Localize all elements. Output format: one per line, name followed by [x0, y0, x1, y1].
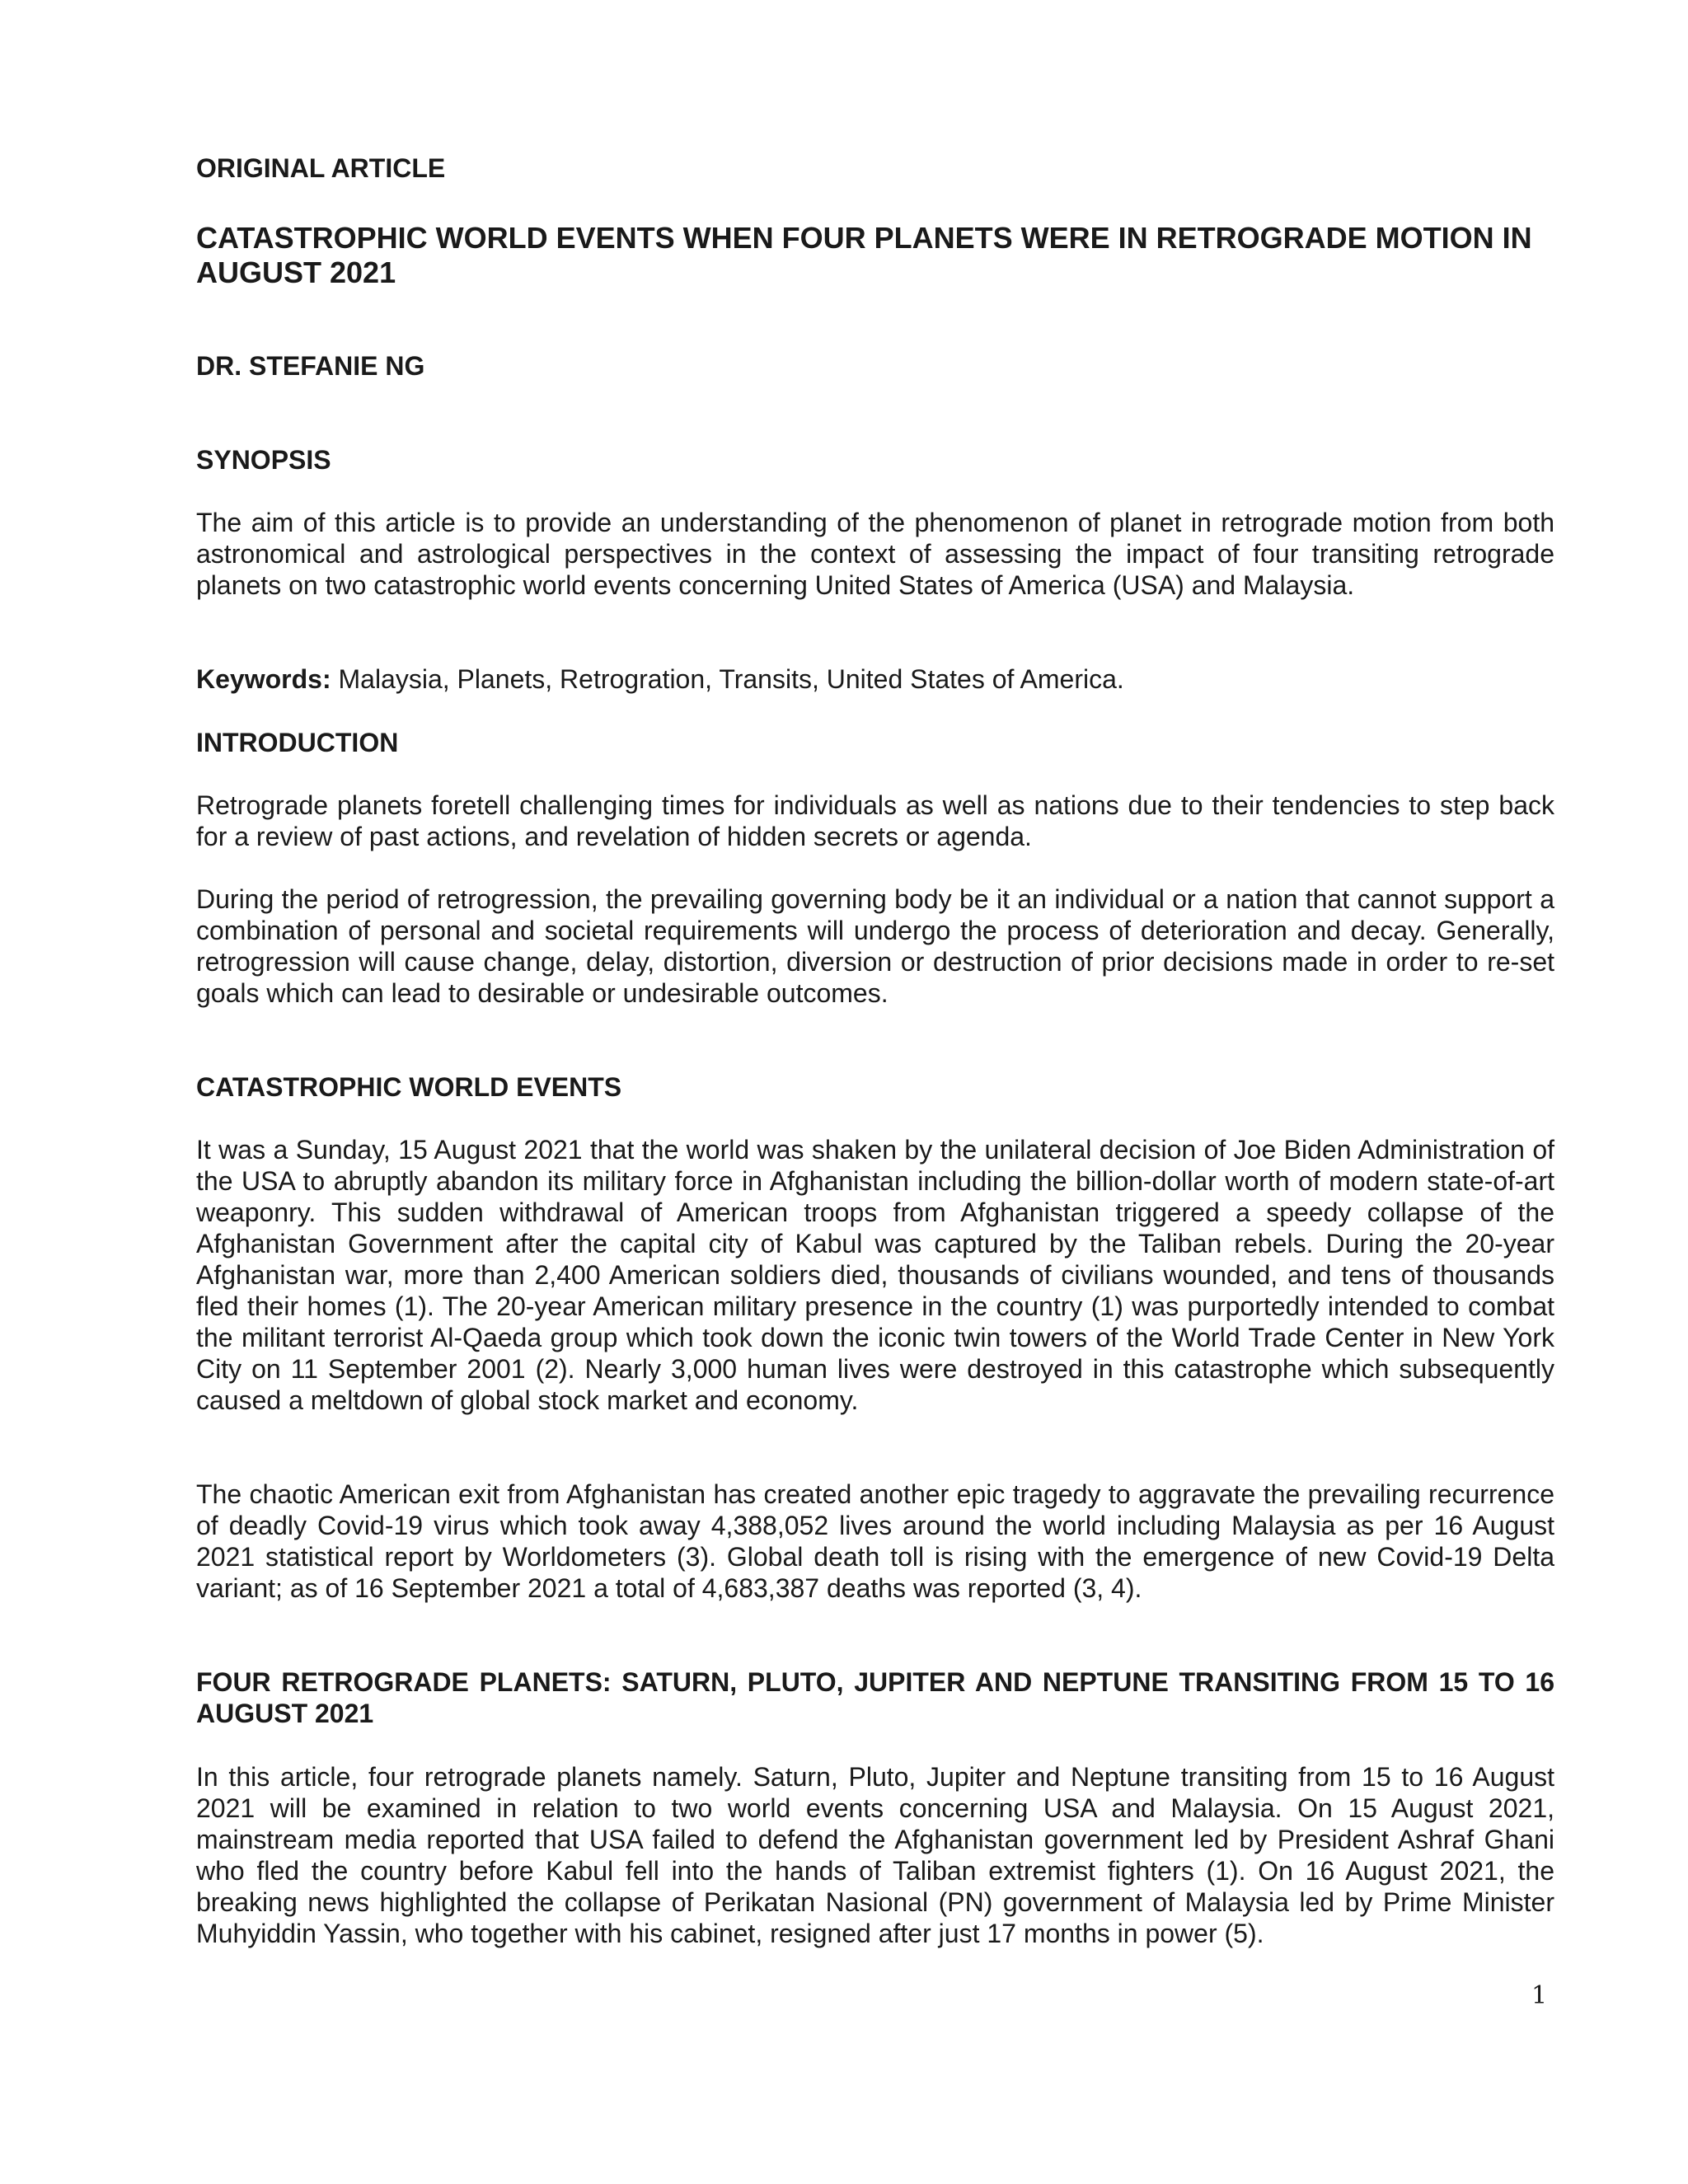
- introduction-paragraph: Retrograde planets foretell challenging times for individuals as well as nations due to their tendencies to step back for a review of past actions, and revelation of hidden secrets or agenda.: [196, 790, 1554, 851]
- article-title: CATASTROPHIC WORLD EVENTS WHEN FOUR PLANETS WERE IN RETROGRADE MOTION IN AUGUST 2021: [196, 221, 1532, 289]
- four-planets-heading: FOUR RETROGRADE PLANETS: SATURN, PLUTO, JUPITER AND NEPTUNE TRANSITING FROM 15 TO 16 AUGUST 2021: [196, 1667, 1554, 1728]
- world-events-paragraph: It was a Sunday, 15 August 2021 that the world was shaken by the unilateral decision of Joe Biden Administration of the USA to abruptly abandon its military force in Afghanistan including the billion-dollar worth of modern state-of-art weaponry. This sudden withdrawal of American troops from Afghanistan triggered a speedy collapse of the Afghanistan Government after the capital city of Kabul was captured by the Taliban rebels. During the 20-year Afghanistan war, more than 2,400 American soldiers died, thousands of civilians wounded, and tens of thousands fled their homes (1). The 20-year American military presence in the country (1) was purportedly intended to combat the militant terrorist Al-Qaeda group which took down the iconic twin towers of the World Trade Center in New York City on 11 September 2001 (2). Nearly 3,000 human lives were destroyed in this catastrophe which subsequently caused a meltdown of global stock market and economy.: [196, 1135, 1554, 1415]
- keywords-line: [196, 663, 1554, 695]
- article-type-label: ORIGINAL ARTICLE: [196, 153, 446, 183]
- synopsis-heading: SYNOPSIS: [196, 445, 331, 475]
- keywords-label: Keywords:: [196, 664, 331, 694]
- world-events-paragraph: The chaotic American exit from Afghanistan has created another epic tragedy to aggravate the prevailing recurrence of deadly Covid-19 virus which took away 4,388,052 lives around the world including Malaysia as per 16 August 2021 statistical report by Worldometers (3). Global death toll is rising with the emergence of new Covid-19 Delta variant; as of 16 September 2021 a total of 4,683,387 deaths was reported (3, 4).: [196, 1479, 1554, 1603]
- keywords-text: Malaysia, Planets, Retrogration, Transits, United States of America.: [338, 664, 1124, 694]
- author-name: DR. STEFANIE NG: [196, 351, 425, 381]
- introduction-paragraph: During the period of retrogression, the prevailing governing body be it an individual or a nation that cannot support a combination of personal and societal requirements will undergo the process of deterioration and decay. Generally, retrogression will cause change, delay, distortion, diversion or destruction of prior decisions made in order to re-set goals which can lead to desirable or undesirable outcomes.: [196, 884, 1554, 1008]
- world-events-heading: CATASTROPHIC WORLD EVENTS: [196, 1072, 622, 1102]
- page-number: 1: [1531, 1981, 1548, 2010]
- introduction-heading: INTRODUCTION: [196, 728, 399, 757]
- four-planets-paragraph: In this article, four retrograde planets namely. Saturn, Pluto, Jupiter and Neptune transiting from 15 to 16 August 2021 will be examined in relation to two world events concerning USA and Malaysia. On 15 August 2021, mainstream media reported that USA failed to defend the Afghanistan government led by President Ashraf Ghani who fled the country before Kabul fell into the hands of Taliban extremist fighters (1). On 16 August 2021, the breaking news highlighted the collapse of Perikatan Nasional (PN) government of Malaysia led by Prime Minister Muhyiddin Yassin, who together with his cabinet, resigned after just 17 months in power (5).: [196, 1762, 1554, 1948]
- synopsis-text: The aim of this article is to provide an understanding of the phenomenon of planet in retrograde motion from both astronomical and astrological perspectives in the context of assessing the impact of four transiting retrograde planets on two catastrophic world events concerning United States of America (USA) and Malaysia.: [196, 508, 1554, 600]
